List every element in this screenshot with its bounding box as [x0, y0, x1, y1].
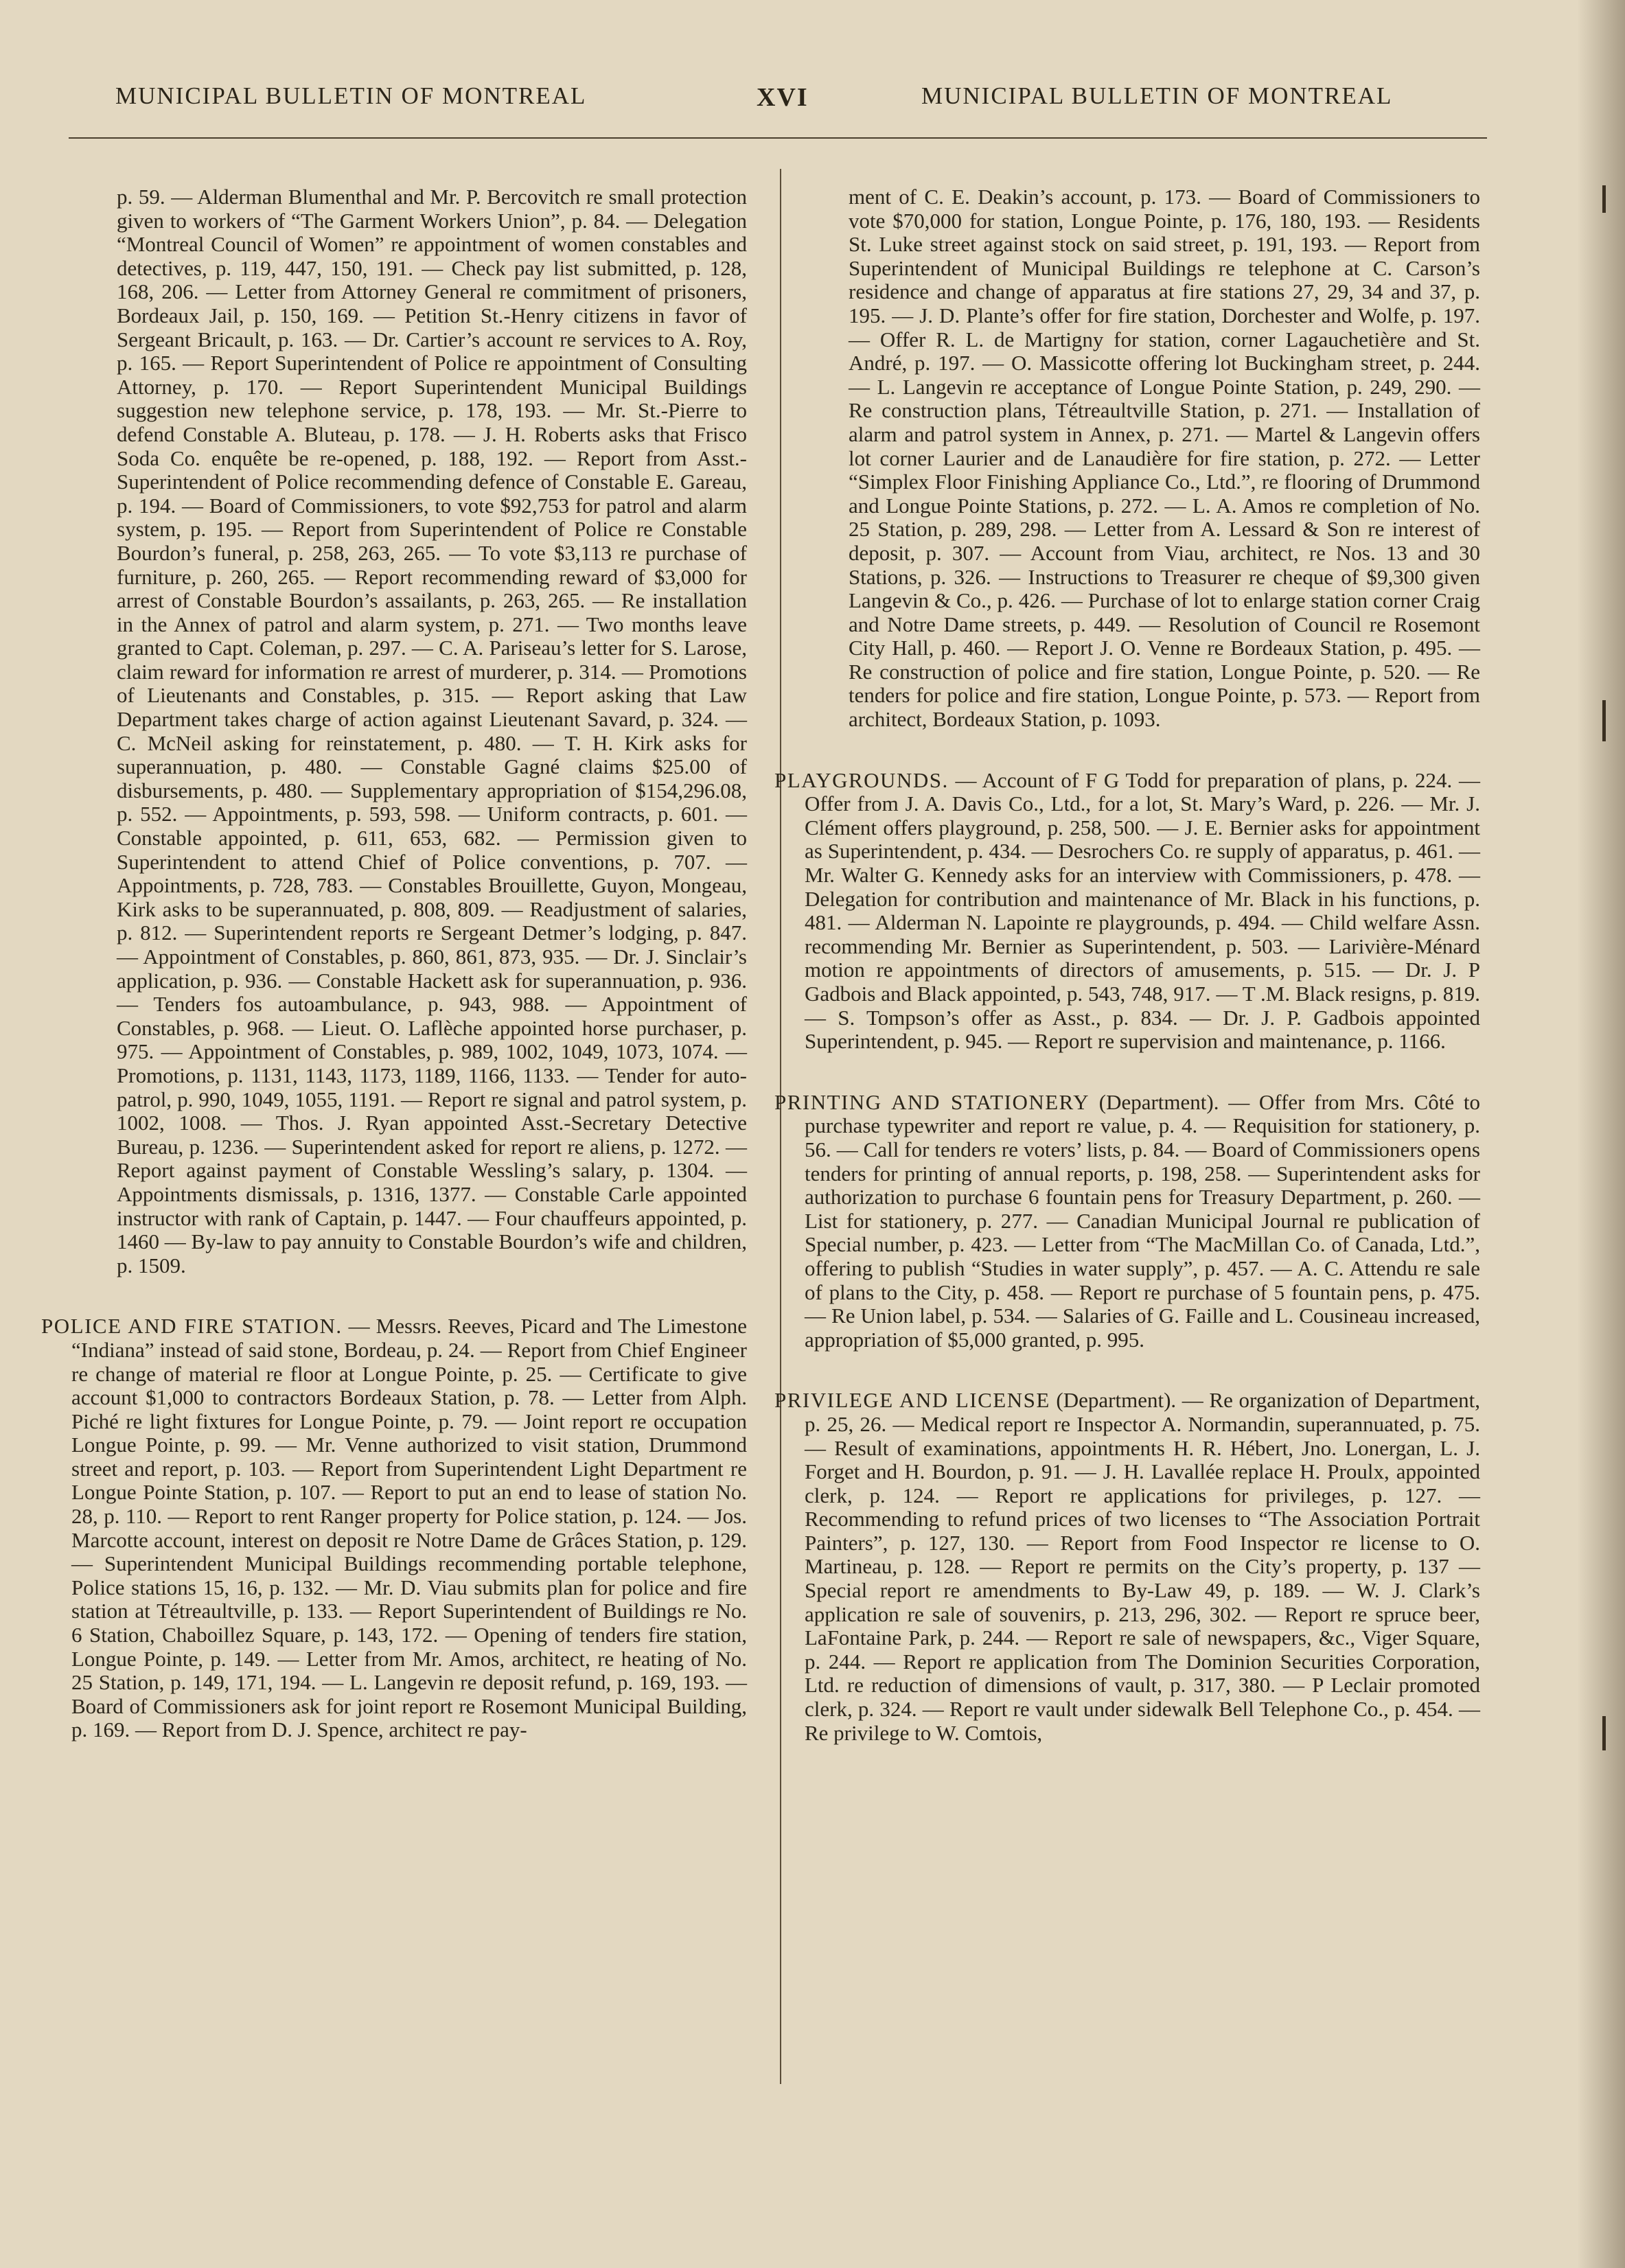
header-left-title: MUNICIPAL BULLETIN OF MONTREAL — [115, 82, 587, 109]
left-continuation-entry: p. 59. — Alderman Blumenthal and Mr. P. Bercovitch re small protection given to workers of “The Garment Workers Union”, p. 84. — Delegation “Montreal Council of Women” re appointment of women constables and detectives, p. 119, 447, 150, 191. — Check pay list submitted, p. 128, 168, 206. — Letter from Attorney General re commitment of prisoners, Bordeaux Jail, p. 150, 169. — Petition St.-Henry citizens in favor of Sergeant Bricault, p. 163. — Dr. Cartier’s account re services to A. Roy, p. 165. — Report Superintendent of Police re appointment of Consulting Attorney, p. 170. — Report Superintendent Municipal Buildings suggestion new telephone service, p. 178, 193. — Mr. St.-Pierre to defend Constable A. Bluteau, p. 178. — J. H. Roberts asks that Frisco Soda Co. enquête be re-opened, p. 188, 192. — Report from Asst.-Superintendent of Police recommending defence of Constable E. Gareau, p. 194. — Board of Commissioners, to vote $92,753 for patrol and alarm system, p. 195. — Report from Superintendent of Police re Constable Bourdon’s funeral, p. 258, 263, 265. — To vote $3,113 re purchase of furniture, p. 260, 265. — Report recommending reward of $3,000 for arrest of Constable Bourdon’s assailants, p. 263, 265. — Re installation in the Annex of patrol and alarm system, p. 271. — Two months leave granted to Capt. Coleman, p. 297. — C. A. Pariseau’s letter for S. Larose, claim reward for information re arrest of murderer, p. 314. — Promotions of Lieutenants and Constables, p. 315. — Report asking that Law Department takes charge of action against Lieutenant Savard, p. 324. — C. McNeil asking for reinstatement, p. 480. — T. H. Kirk asks for superannuation, p. 480. — Constable Gagné claims $25.00 of disbursements, p. 480. — Supplementary appropriation of $154,296.08, p. 552. — Appointments, p. 593, 598. — Uniform contracts, p. 601. — Constable appointed, p. 611, 653, 682. — Permission given to Superintendent to attend Chief of Police conventions, p. 707. — Appointments, p. 728, 783. — Constables Brouillette, Guyon, Mongeau, Kirk asks to be superannuated, p. 808, 809. — Readjustment of salaries, p. 812. — Superintendent reports re Sergeant Detmer’s lodging, p. 847. — Appointment of Constables, p. 860, 861, 873, 935. — Dr. J. Sinclair’s application, p. 936. — Constable Hackett ask for superannuation, p. 936. — Tenders fos autoambulance, p. 943, 988. — Appointment of Constables, p. 968. — Lieut. O. Laflèche appointed horse purchaser, p. 975. — Appointment of Constables, p. 989, 1002, 1049, 1073, 1074. — Promotions, p. 1131, 1143, 1173, 1189, 1166, 1133. — Tender for auto-patrol, p. 990, 1049, 1055, 1191. — Report re signal and patrol system, p. 1002, 1008. — Thos. J. Ryan appointed Asst.-Secretary Detective Bureau, p. 1236. — Superintendent asked for report re aliens, p. 1272. — Report against payment of Constable Wessling’s salary, p. 1304. — Appointments dismissals, p. 1316, 1377. — Constable Carle appointed instructor with rank of Captain, p. 1447. — Four chauffeurs appointed, p. 1460 — By-law to pay annuity to Constable Bourdon’s wife and children, p. 1509. — [117, 185, 747, 1277]
index-entry-playgrounds — [774, 769, 1480, 1054]
margin-mark — [1602, 185, 1606, 213]
margin-mark — [1602, 700, 1606, 741]
running-header — [0, 82, 1625, 124]
header-right-title: MUNICIPAL BULLETIN OF MONTREAL — [921, 82, 1393, 109]
entry-heading: PRIVILEGE AND LICENSE — [774, 1388, 1050, 1413]
entry-heading: POLICE AND FIRE STATION. — [41, 1314, 343, 1339]
header-rule — [69, 137, 1487, 139]
margin-mark — [1602, 1716, 1606, 1750]
entry-text: — Messrs. Reeves, Picard and The Limestone “Indiana” instead of said stone, Bordeau, p. 24. — Report from Chief Engineer re change of material re floor at Longue Pointe, p. 25. — Certificate to give account $1,000 to contractors Bordeaux Station, p. 78. — Letter from Alph. Piché re light fixtures for Longue Pointe, p. 79. — Joint report re occupation Longue Pointe, p. 99. — Mr. Venne authorized to visit station, Drummond street and report, p. 103. — Report from Superintendent Light Department re Longue Pointe Station, p. 107. — Report to put an end to lease of station No. 28, p. 110. — Report to rent Ranger property for Police station, p. 124. — Jos. Marcotte account, interest on deposit re Notre Dame de Grâces Station, p. 129. — Superintendent Municipal Buildings recommending portable telephone, Police stations 15, 16, p. 132. — Mr. D. Viau submits plan for police and fire station at Tétreaultville, p. 133. — Report Superintendent of Buildings re No. 6 Station, Chaboillez Square, p. 143, 172. — Opening of tenders fire station, Longue Pointe, p. 149. — Letter from Mr. Amos, architect, re heating of No. 25 Station, p. 149, 171, 194. — L. Langevin re deposit refund, p. 169, 193. — Board of Commissioners ask for joint report re Rosemont Municipal Building, p. 169. — Report from D. J. Spence, architect re pay- — [71, 1314, 748, 1742]
page-edge-shadow — [1577, 0, 1625, 2268]
entry-text: — Account of F G Todd for preparation of plans, p. 224. — Offer from J. A. Davis Co., Ltd., for a lot, St. Mary’s Ward, p. 226. — Mr. J. Clément offers playground, p. 258, 500. — J. E. Bernier asks for appointment as Superintendent, p. 434. — Desrochers Co. re supply of apparatus, p. 461. — Mr. Walter G. Kennedy asks for an interview with Commissioners, p. 478. — Delegation for contribution and maintenance of Mr. Black in his functions, p. 481. — Alderman N. Lapointe re playgrounds, p. 494. — Child welfare Assn. recommending Mr. Bernier as Superintendent, p. 503. — Larivière-Ménard motion re appointments of directors of amusements, p. 515. — Dr. J. P Gadbois and Black appointed, p. 543, 748, 917. — T .M. Black resigns, p. 819. — S. Tompson’s offer as Asst., p. 834. — Dr. J. P. Gadbois appointed Superintendent, p. 945. — Report re supervision and maintenance, p. 1166. — [805, 767, 1480, 1054]
right-continuation-entry: ment of C. E. Deakin’s account, p. 173. — Board of Commissioners to vote $70,000 for station, Longue Pointe, p. 176, 180, 193. — Residents St. Luke street against stock on said street, p. 191, 193. — Report from Superintendent of Municipal Buildings re telephone at C. Carson’s residence and change of apparatus at fire stations 27, 29, 34 and 37, p. 195. — J. D. Plante’s offer for fire station, Dorchester and Wolfe, p. 197. — Offer R. L. de Martigny for station, corner Lagauchetière and St. André, p. 197. — O. Massicotte offering lot Buckingham street, p. 244. — L. Langevin re acceptance of Longue Pointe Station, p. 249, 290. — Re construction plans, Tétreaultville Station, p. 271. — Installation of alarm and patrol system in Annex, p. 271. — Martel & Langevin offers lot corner Laurier and de Lanaudière for fire station, p. 272. — Letter “Simplex Floor Finishing Appliance Co., Ltd.”, re flooring of Drummond and Longue Pointe Stations, p. 272. — L. A. Amos re completion of No. 25 Station, p. 289, 298. — Letter from A. Lessard & Son re interest of deposit, p. 307. — Account from Viau, architect, re Nos. 13 and 30 Stations, p. 326. — Instructions to Treasurer re cheque of $9,300 given Langevin & Co., p. 426. — Purchase of lot to enlarge station corner Craig and Notre Dame streets, p. 449. — Resolution of Council re Rosemont City Hall, p. 460. — Report J. O. Venne re Bordeaux Station, p. 495. — Re construction of police and fire station, Longue Pointe, p. 520. — Re tenders for police and fire station, Longue Pointe, p. 573. — Report from architect, Bordeaux Station, p. 1093. — [849, 185, 1480, 732]
left-column — [41, 185, 747, 1779]
index-entry-police-and-fire-station — [41, 1315, 747, 1742]
entry-text: (Department). — Re organization of Department, p. 25, 26. — Medical report re Inspector A. Normandin, superannuated, p. 75. — Result of examinations, appointments H. R. Hébert, Jno. Lonergan, L. J. Forget and H. Bourdon, p. 91. — J. H. Lavallée replace H. Proulx, appointed clerk, p. 124. — Report re applications for privileges, p. 127. — Recommending to refund prices of two licenses to “The Association Portrait Painters”, p. 127, 130. — Report from Food Inspector re license to O. Martineau, p. 128. — Report re permits on the City’s property, p. 137 — Special report re amendments to By-Law 49, p. 189. — W. J. Clark’s application re sale of souvenirs, p. 213, 296, 302. — Report re spruce beer, LaFontaine Park, p. 244. — Report re sale of newspapers, &c., Viger Square, p. 244. — Report re application from The Dominion Securities Corporation, Ltd. re reduction of dimensions of vault, p. 317, 380. — P Leclair promoted clerk, p. 324. — Report re vault under sidewalk Bell Telephone Co., p. 454. — Re privilege to W. Comtois, — [805, 1388, 1480, 1745]
entry-heading: PLAYGROUNDS. — [774, 767, 949, 792]
entry-heading: PRINTING AND STATIONERY — [774, 1089, 1090, 1114]
entry-text: (Department). — Offer from Mrs. Côté to purchase typewriter and report re value, p. 4. — Requisition for stationery, p. 56. — Call for tenders re voters’ lists, p. 84. — Board of Commissioners opens tenders for printing of annual reports, p. 198, 258. — Superintendent asks for authorization to purchase 6 fountain pens for Treasury Department, p. 260. — List for stationery, p. 277. — Canadian Municipal Journal re publication of Special number, p. 423. — Letter from “The MacMillan Co. of Canada, Ltd.”, offering to publish “Studies in water supply”, p. 457. — A. C. Attendu re sale of plans to the City, p. 458. — Report re purchase of 5 fountain pens, p. 475. — Re Union label, p. 534. — Salaries of G. Faille and L. Cousineau increased, appropriation of $5,000 granted, p. 995. — [805, 1089, 1480, 1352]
right-column — [774, 185, 1480, 1782]
index-entry-printing-and-stationery — [774, 1091, 1480, 1352]
page-number: XVI — [757, 83, 809, 112]
index-entry-privilege-and-license — [774, 1389, 1480, 1745]
